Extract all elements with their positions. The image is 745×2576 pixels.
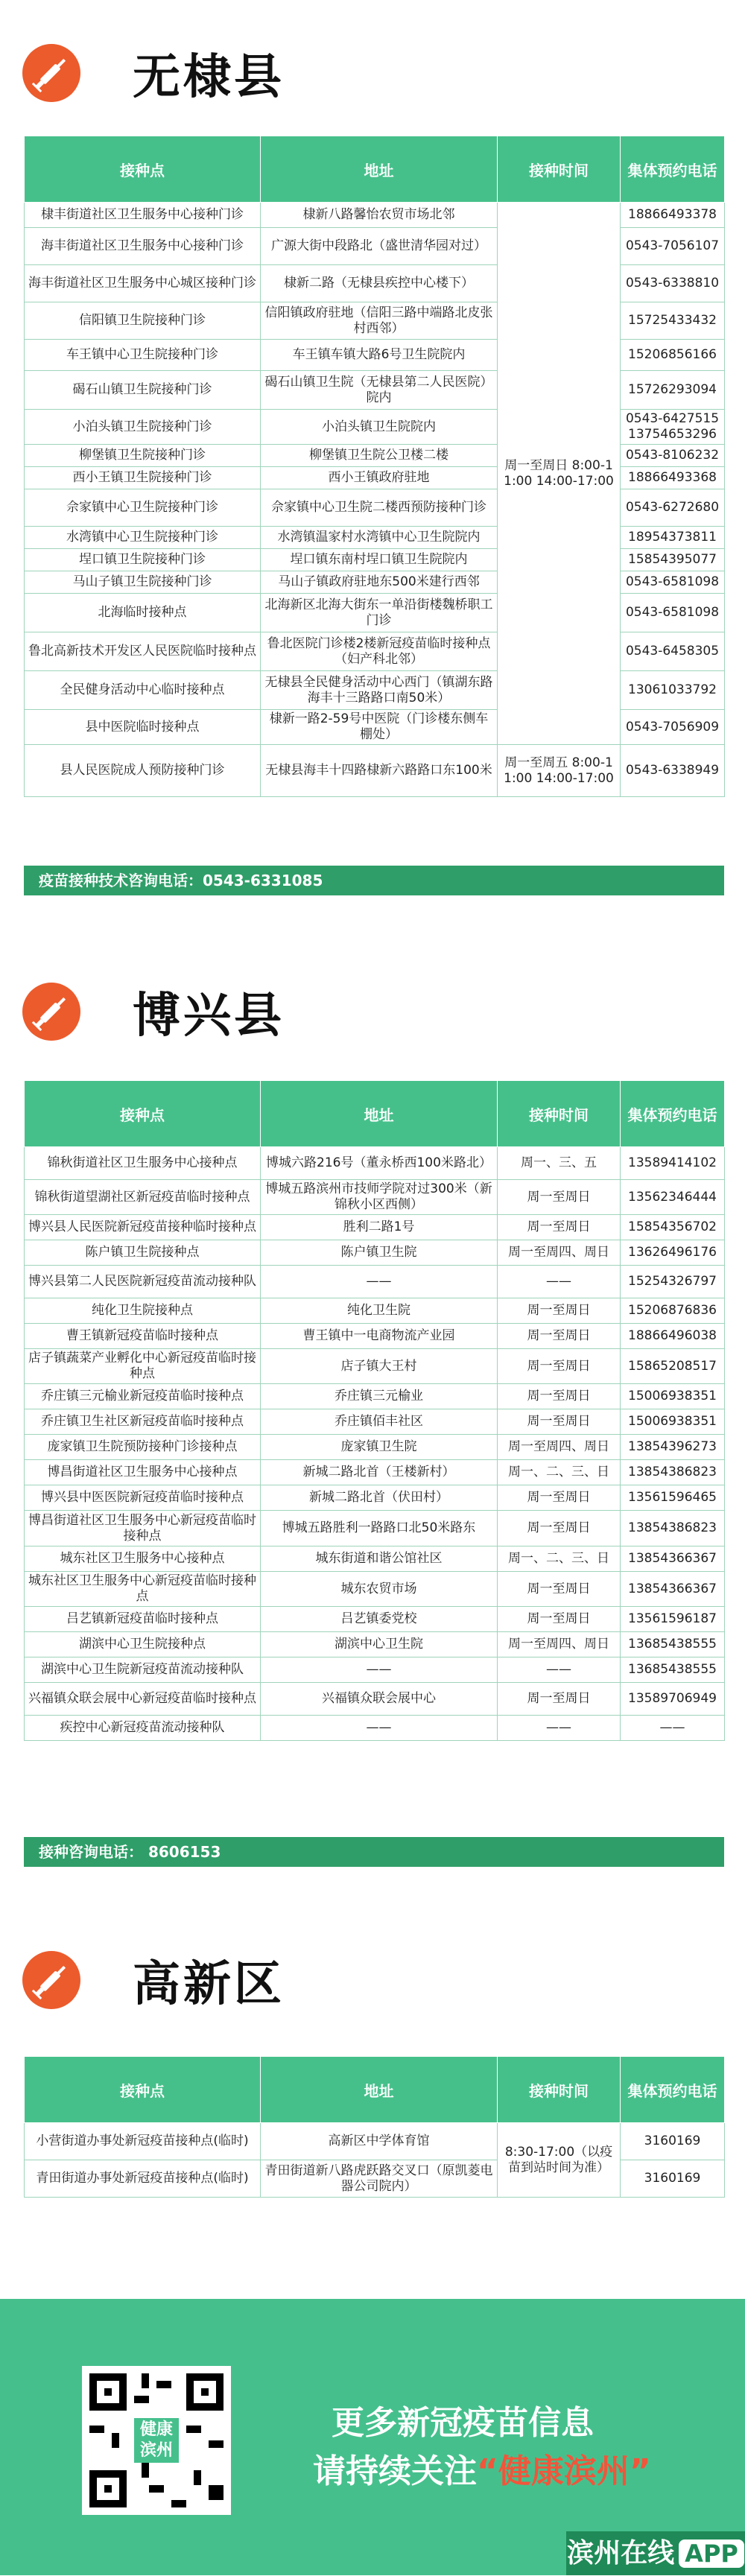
- table-cell: 0543-6581098: [621, 594, 725, 632]
- app-logo[interactable]: [566, 2531, 745, 2575]
- table-cell: 小泊头镇卫生院接种门诊: [25, 410, 261, 445]
- section-title: 高新区: [133, 1957, 285, 2012]
- time-cell-merged: 周一至周日 8:00-11:00 14:00-17:00: [498, 203, 621, 745]
- table-cell: ——: [261, 1657, 498, 1683]
- section-header-wudi: [22, 39, 285, 107]
- table-cell: 3160169: [621, 2160, 725, 2198]
- table-cell: 乔庄镇三元榆业新冠疫苗临时接种点: [25, 1384, 261, 1409]
- table-row: [25, 1511, 725, 1546]
- column-header: 地址: [261, 136, 498, 203]
- table-cell: 小泊头镇卫生院院内: [261, 410, 498, 445]
- table-cell: 周一、二、三、日: [498, 1460, 621, 1485]
- promo-line-2-prefix: 请持续关注: [313, 2452, 477, 2490]
- table-cell: 周一至周五 8:00-11:00 14:00-17:00: [498, 745, 621, 797]
- column-header: 集体预约电话: [621, 136, 725, 203]
- table-cell: 埕口镇东南村埕口镇卫生院院内: [261, 549, 498, 571]
- table-cell: 柳堡镇卫生院接种门诊: [25, 445, 261, 467]
- table-cell: 佘家镇中心卫生院二楼西预防接种门诊: [261, 489, 498, 527]
- table-row: [25, 745, 725, 797]
- table-cell: 15206876836: [621, 1298, 725, 1324]
- column-header: 接种时间: [498, 2057, 621, 2123]
- table-cell: 信阳镇卫生院接种门诊: [25, 302, 261, 340]
- column-header: 接种时间: [498, 136, 621, 203]
- table-cell: 13854366367: [621, 1572, 725, 1607]
- table-cell: 周一至周四、周日: [498, 1435, 621, 1460]
- table-cell: 湖滨中心卫生院新冠疫苗流动接种队: [25, 1657, 261, 1683]
- table-cell: 高新区中学体育馆: [261, 2123, 498, 2160]
- table-cell: 13854366367: [621, 1546, 725, 1572]
- table-cell: 湖滨中心卫生院: [261, 1632, 498, 1657]
- table-row: [25, 203, 725, 228]
- table-cell: 博城五路滨州市技师学院对过300米（新锦秋小区西侧）: [261, 1180, 498, 1215]
- table-cell: 博兴县人民医院新冠疫苗接种临时接种点: [25, 1215, 261, 1240]
- table-cell: 新城二路北首（伏田村）: [261, 1485, 498, 1511]
- table-cell: 广源大街中段路北（盛世清华园对过）: [261, 228, 498, 265]
- section-title: 博兴县: [133, 989, 285, 1044]
- table-cell: 周一至周日: [498, 1298, 621, 1324]
- table-cell: 13854396273: [621, 1435, 725, 1460]
- table-cell: 周一至周日: [498, 1683, 621, 1716]
- table-cell: 锦秋街道社区卫生服务中心接种点: [25, 1147, 261, 1180]
- table-cell: 周一至周日: [498, 1384, 621, 1409]
- table-cell: 13589706949: [621, 1683, 725, 1716]
- table-cell: 棣新一路2-59号中医院（门诊楼东侧车棚处）: [261, 710, 498, 745]
- table-cell: 13589414102: [621, 1147, 725, 1180]
- table-cell: 陈户镇卫生院: [261, 1240, 498, 1266]
- table-row: [25, 1607, 725, 1632]
- table-cell: 庞家镇卫生院: [261, 1435, 498, 1460]
- table-cell: 锦秋街道望湖社区新冠疫苗临时接种点: [25, 1180, 261, 1215]
- qr-center-label: 健康滨州: [134, 2418, 179, 2463]
- table-cell: 店子镇大王村: [261, 1349, 498, 1384]
- table-row: [25, 1460, 725, 1485]
- table-cell: 城东农贸市场: [261, 1572, 498, 1607]
- promo-line-1: 更多新冠疫苗信息: [332, 2404, 594, 2442]
- table-cell: 0543-6581098: [621, 571, 725, 594]
- table-cell: 13562346444: [621, 1180, 725, 1215]
- table-cell: 15854356702: [621, 1215, 725, 1240]
- table-cell: 博兴县中医医院新冠疫苗临时接种点: [25, 1485, 261, 1511]
- table-cell: 水湾镇温家村水湾镇中心卫生院院内: [261, 527, 498, 549]
- table-cell: 鲁北医院门诊楼2楼新冠疫苗临时接种点（妇产科北邻）: [261, 632, 498, 671]
- table-cell: 吕艺镇委党校: [261, 1607, 498, 1632]
- table-cell: 棣新二路（无棣县疾控中心楼下）: [261, 265, 498, 302]
- table-cell: 海丰街道社区卫生服务中心接种门诊: [25, 228, 261, 265]
- table-row: [25, 1485, 725, 1511]
- table-cell: 碣石山镇卫生院（无棣县第二人民医院）院内: [261, 371, 498, 410]
- table-cell: 疾控中心新冠疫苗流动接种队: [25, 1716, 261, 1741]
- table-cell: 周一至周日: [498, 1607, 621, 1632]
- table-row: [25, 1240, 725, 1266]
- table-row: [25, 1147, 725, 1180]
- table-cell: 13854386823: [621, 1511, 725, 1546]
- table-cell: 陈户镇卫生院接种点: [25, 1240, 261, 1266]
- table-cell: 乔庄镇佰丰社区: [261, 1409, 498, 1435]
- table-cell: 北海临时接种点: [25, 594, 261, 632]
- table-cell: 车王镇车镇大路6号卫生院院内: [261, 340, 498, 371]
- table-cell: 曹王镇中一电商物流产业园: [261, 1324, 498, 1349]
- table-cell: 0543-6338810: [621, 265, 725, 302]
- table-cell: 吕艺镇新冠疫苗临时接种点: [25, 1607, 261, 1632]
- table-cell: 县中医院临时接种点: [25, 710, 261, 745]
- promo-banner: [0, 2299, 745, 2575]
- table-row: [25, 1632, 725, 1657]
- table-cell: 湖滨中心卫生院接种点: [25, 1632, 261, 1657]
- table-cell: 18866493378: [621, 203, 725, 228]
- table-cell: 无棣县海丰十四路棣新六路路口东100米: [261, 745, 498, 797]
- table-row: [25, 1716, 725, 1741]
- column-header: 地址: [261, 1081, 498, 1147]
- table-cell: 纯化卫生院: [261, 1298, 498, 1324]
- table-cell: 棣丰街道社区卫生服务中心接种门诊: [25, 203, 261, 228]
- table-cell: 胜利二路1号: [261, 1215, 498, 1240]
- table-cell: 0543-6458305: [621, 632, 725, 671]
- table-cell: 小营街道办事处新冠疫苗接种点(临时): [25, 2123, 261, 2160]
- qr-code[interactable]: [82, 2366, 231, 2515]
- table-cell: 海丰街道社区卫生服务中心城区接种门诊: [25, 265, 261, 302]
- table-cell: ——: [498, 1266, 621, 1298]
- table-cell: 柳堡镇卫生院公卫楼二楼: [261, 445, 498, 467]
- table-cell: 鲁北高新技术开发区人民医院临时接种点: [25, 632, 261, 671]
- table-cell: 乔庄镇三元榆业: [261, 1384, 498, 1409]
- table-cell: 3160169: [621, 2123, 725, 2160]
- table-cell: 周一至周日: [498, 1485, 621, 1511]
- column-header: 接种点: [25, 136, 261, 203]
- table-cell: 15206856166: [621, 340, 725, 371]
- table-cell: 13561596465: [621, 1485, 725, 1511]
- table-cell: 13854386823: [621, 1460, 725, 1485]
- schedule-table-wudi: [24, 136, 725, 797]
- table-cell: 周一、二、三、日: [498, 1546, 621, 1572]
- table-cell: 0543-6272680: [621, 489, 725, 527]
- column-header: 集体预约电话: [621, 1081, 725, 1147]
- section-header-gaoxin: [22, 1946, 285, 2014]
- table-cell: 纯化卫生院接种点: [25, 1298, 261, 1324]
- consult-phone-footer-boxing: 接种咨询电话： 8606153: [24, 1837, 724, 1867]
- table-cell: ——: [261, 1716, 498, 1741]
- table-cell: 周一至周日: [498, 1180, 621, 1215]
- table-row: [25, 1215, 725, 1240]
- promo-line-2: [313, 2444, 730, 2492]
- table-cell: 0543-7056107: [621, 228, 725, 265]
- column-header: 接种点: [25, 2057, 261, 2123]
- table-cell: 13561596187: [621, 1607, 725, 1632]
- section-title: 无棣县: [133, 50, 285, 105]
- table-row: [25, 1683, 725, 1716]
- table-cell: 兴福镇众联会展中心新冠疫苗临时接种点: [25, 1683, 261, 1716]
- table-row: [25, 1349, 725, 1384]
- table-cell: 15006938351: [621, 1409, 725, 1435]
- table-cell: 马山子镇卫生院接种门诊: [25, 571, 261, 594]
- table-cell: 博昌街道社区卫生服务中心接种点: [25, 1460, 261, 1485]
- table-cell: 西小王镇政府驻地: [261, 467, 498, 489]
- table-cell: 全民健身活动中心临时接种点: [25, 671, 261, 710]
- table-cell: 15254326797: [621, 1266, 725, 1298]
- table-cell: 周一至周日: [498, 1324, 621, 1349]
- table-cell: 0543-6427515 13754653296: [621, 410, 725, 445]
- table-cell: 城东社区卫生服务中心新冠疫苗临时接种点: [25, 1572, 261, 1607]
- table-cell: 马山子镇政府驻地东500米建行西邻: [261, 571, 498, 594]
- table-cell: 博兴县第二人民医院新冠疫苗流动接种队: [25, 1266, 261, 1298]
- table-cell: 庞家镇卫生院预防接种门诊接种点: [25, 1435, 261, 1460]
- time-cell-merged: 8:30-17:00（以疫苗到站时间为准）: [498, 2123, 621, 2198]
- table-cell: 青田街道办事处新冠疫苗接种点(临时): [25, 2160, 261, 2198]
- table-cell: 周一至周日: [498, 1215, 621, 1240]
- table-row: [25, 1384, 725, 1409]
- table-cell: 15726293094: [621, 371, 725, 410]
- table-cell: ——: [498, 1657, 621, 1683]
- syringe-icon: [22, 44, 80, 102]
- table-cell: 曹王镇新冠疫苗临时接种点: [25, 1324, 261, 1349]
- table-cell: 北海新区北海大街东一单沿街楼魏桥职工门诊: [261, 594, 498, 632]
- table-cell: 13685438555: [621, 1657, 725, 1683]
- table-row: [25, 1266, 725, 1298]
- table-row: [25, 1435, 725, 1460]
- syringe-icon: [22, 1951, 80, 2009]
- table-cell: 0543-7056909: [621, 710, 725, 745]
- table-cell: 13626496176: [621, 1240, 725, 1266]
- table-cell: 周一至周四、周日: [498, 1632, 621, 1657]
- table-cell: 博昌街道社区卫生服务中心新冠疫苗临时接种点: [25, 1511, 261, 1546]
- table-cell: 13685438555: [621, 1632, 725, 1657]
- table-cell: 棣新八路馨怡农贸市场北邻: [261, 203, 498, 228]
- table-cell: 车王镇中心卫生院接种门诊: [25, 340, 261, 371]
- table-cell: 水湾镇中心卫生院接种门诊: [25, 527, 261, 549]
- table-cell: 乔庄镇卫生社区新冠疫苗临时接种点: [25, 1409, 261, 1435]
- table-row: [25, 1546, 725, 1572]
- table-row: [25, 1572, 725, 1607]
- table-cell: ——: [498, 1716, 621, 1741]
- table-cell: 0543-8106232: [621, 445, 725, 467]
- table-cell: 周一至周日: [498, 1349, 621, 1384]
- table-cell: 15725433432: [621, 302, 725, 340]
- table-cell: 周一至周四、周日: [498, 1240, 621, 1266]
- table-cell: 埕口镇卫生院接种门诊: [25, 549, 261, 571]
- table-cell: 新城二路北首（王楼新村）: [261, 1460, 498, 1485]
- table-cell: 博城六路216号（董永桥西100米路北）: [261, 1147, 498, 1180]
- table-cell: 18954373811: [621, 527, 725, 549]
- table-cell: 15006938351: [621, 1384, 725, 1409]
- consult-phone-footer-wudi: 疫苗接种技术咨询电话：0543-6331085: [24, 866, 724, 895]
- syringe-icon: [22, 983, 80, 1041]
- column-header: 接种点: [25, 1081, 261, 1147]
- table-row: [25, 1657, 725, 1683]
- table-cell: 信阳镇政府驻地（信阳三路中端路北皮张村西邻）: [261, 302, 498, 340]
- schedule-table-boxing: [24, 1080, 725, 1741]
- table-cell: 佘家镇中心卫生院接种门诊: [25, 489, 261, 527]
- table-cell: 15865208517: [621, 1349, 725, 1384]
- logo-text: 滨州在线: [567, 2538, 675, 2569]
- table-cell: 周一、三、五: [498, 1147, 621, 1180]
- table-cell: 0543-6338949: [621, 745, 725, 797]
- table-cell: 城东社区卫生服务中心接种点: [25, 1546, 261, 1572]
- table-cell: 周一至周日: [498, 1511, 621, 1546]
- table-row: [25, 1409, 725, 1435]
- table-cell: 县人民医院成人预防接种门诊: [25, 745, 261, 797]
- table-cell: ——: [261, 1266, 498, 1298]
- table-cell: 兴福镇众联会展中心: [261, 1683, 498, 1716]
- column-header: 集体预约电话: [621, 2057, 725, 2123]
- table-cell: 西小王镇卫生院接种门诊: [25, 467, 261, 489]
- table-cell: 周一至周日: [498, 1572, 621, 1607]
- table-row: [25, 1180, 725, 1215]
- table-cell: 13061033792: [621, 671, 725, 710]
- table-cell: 15854395077: [621, 549, 725, 571]
- table-row: [25, 1324, 725, 1349]
- column-header: 地址: [261, 2057, 498, 2123]
- table-cell: 城东街道和谐公馆社区: [261, 1546, 498, 1572]
- table-cell: 青田街道新八路虎跃路交叉口（原凯菱电器公司院内）: [261, 2160, 498, 2198]
- table-cell: 18866496038: [621, 1324, 725, 1349]
- table-cell: 无棣县全民健身活动中心西门（镇湖东路海丰十三路路口南50米）: [261, 671, 498, 710]
- table-row: [25, 1298, 725, 1324]
- table-cell: 博城五路胜利一路路口北50米路东: [261, 1511, 498, 1546]
- schedule-table-gaoxin: [24, 2056, 725, 2198]
- table-cell: 碣石山镇卫生院接种门诊: [25, 371, 261, 410]
- column-header: 接种时间: [498, 1081, 621, 1147]
- table-cell: 店子镇蔬菜产业孵化中心新冠疫苗临时接种点: [25, 1349, 261, 1384]
- logo-app-badge: APP: [679, 2539, 744, 2568]
- section-header-boxing: [22, 977, 285, 1046]
- table-row: [25, 2123, 725, 2160]
- table-cell: 周一至周日: [498, 1409, 621, 1435]
- table-cell: ——: [621, 1716, 725, 1741]
- promo-brand: “健康滨州”: [477, 2452, 651, 2490]
- table-cell: 18866493368: [621, 467, 725, 489]
